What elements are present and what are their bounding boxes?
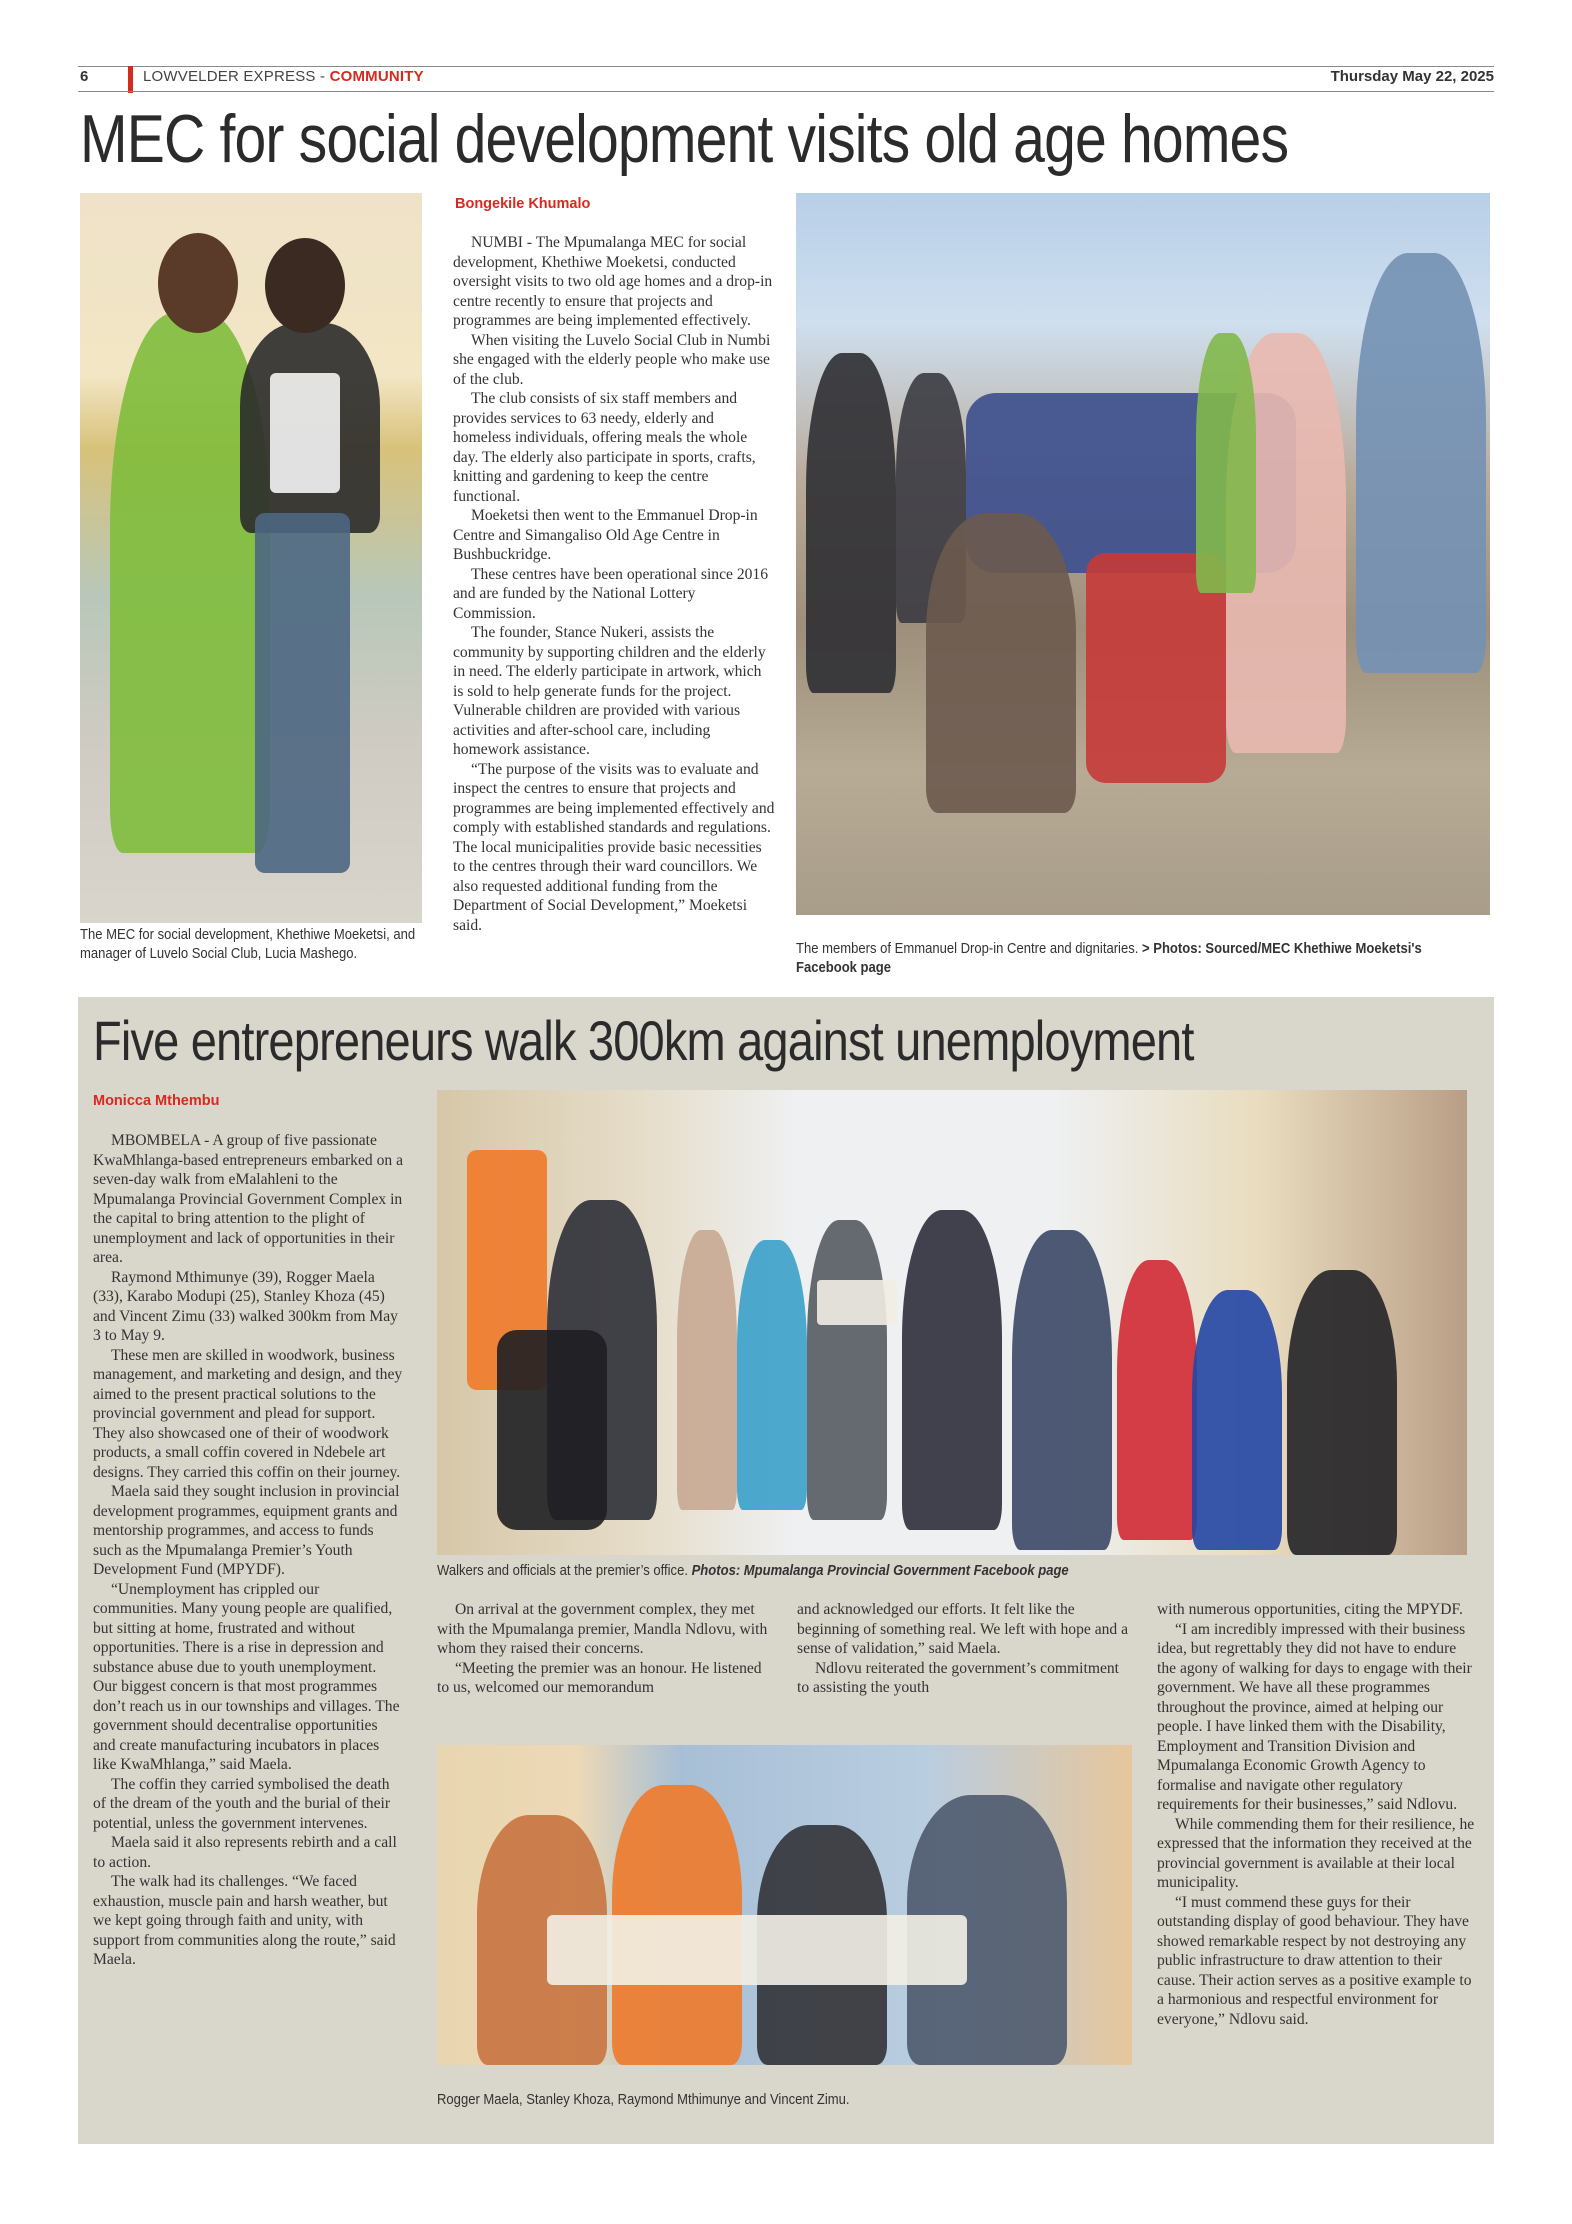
section-name: COMMUNITY bbox=[329, 68, 424, 85]
paragraph: The club consists of six staff members and provides services to 63 needy, elderly and homeless individuals, offering meals the whole day. The elderly also participate in sports, crafts, knitting and gardening to keep the centre functional. bbox=[453, 390, 756, 505]
figure-green-dress bbox=[1196, 333, 1256, 593]
paragraph: Ndlovu reiterated the government’s commitment to assisting the youth bbox=[797, 1659, 1119, 1696]
figure-suit bbox=[806, 353, 896, 693]
figure-blue-shirt-man bbox=[1356, 253, 1486, 673]
figure-red-jacket bbox=[1117, 1260, 1197, 1540]
article2-body-right bbox=[1157, 1600, 1477, 2029]
header-rule-bottom bbox=[78, 91, 1494, 92]
photo-emmanuel-dropin-group bbox=[796, 193, 1490, 915]
paragraph-continued: and acknowledged our efforts. It felt like the beginning of something real. We left with hope and a sense of validation,” said Maela. bbox=[797, 1601, 1129, 1657]
paragraph: “Meeting the premier was an honour. He listened to us, welcomed our memorandum bbox=[437, 1659, 762, 1696]
figure bbox=[677, 1230, 737, 1510]
paragraph: The walk had its challenges. “We faced exhaustion, muscle pain and harsh weather, but we kept going through faith and unity, with support from communities along the route,” said Maela. bbox=[93, 1873, 396, 1968]
paragraph: The founder, Stance Nukeri, assists the community by supporting children and the elderly in need. The elderly participate in artwork, which is sold to help generate funds for the project. Vulnerable children are provided with various activities and after-school care, including homework assistance. bbox=[453, 624, 766, 758]
figure-head bbox=[158, 233, 238, 333]
coffin-artwork bbox=[547, 1915, 967, 1985]
photo-credit: > Photos: Sourced/MEC Khethiwe Moeketsi's Facebook page bbox=[796, 941, 1422, 976]
paragraph: Maela said it also represents rebirth and a call to action. bbox=[93, 1834, 397, 1871]
paragraph: “The purpose of the visits was to evaluate and inspect the centres to ensure that projects and programmes are being implemented effectively and comply with established standards and regulations. The local municipalities provide basic necessities to the centres through their ward councillors. We also requested additional funding from the Department of Social Development,” Moeketsi said. bbox=[453, 760, 775, 934]
paragraph: The coffin they carried symbolised the death of the dream of the youth and the burial of their potential, unless the government intervenes. bbox=[93, 1775, 391, 1832]
caption-text: Walkers and officials at the premier’s office. bbox=[437, 1563, 688, 1579]
issue-date: Thursday May 22, 2025 bbox=[1330, 68, 1494, 85]
paragraph: “Unemployment has crippled our communities. Many young people are qualified, but sitting at home, frustrated and without opportunities. There is a rise in depression and substance abuse due to youth unemployment. Our biggest concern is that most programmes don’t reach us in our townships and villages. The government should decentralise opportunities and create manufacturing incubators in places like KwaMhlanga,” said Maela. bbox=[93, 1580, 400, 1773]
article1-byline: Bongekile Khumalo bbox=[455, 196, 591, 212]
article2-body-mid2 bbox=[797, 1600, 1130, 1698]
photo-credit: Photos: Mpumalanga Provincial Government Facebook page bbox=[691, 1563, 1069, 1579]
article1-headline: MEC for social development visits old age homes bbox=[80, 101, 1289, 177]
figure-white-shirt bbox=[270, 373, 340, 493]
paragraph: These men are skilled in woodwork, business management, and marketing and design, and they aimed to the present practical solutions to the provincial government and plead for support. They also showcased one of their of woodwork products, a small coffin covered in Ndebele art designs. They carried this coffin on their journey. bbox=[93, 1346, 403, 1481]
paragraph: NUMBI - The Mpumalanga MEC for social development, Khethiwe Moeketsi, conducted oversight visits to two old age homes and a drop-in centre recently to ensure that projects and programmes are being implemented effectively. bbox=[453, 234, 773, 329]
figure-suit bbox=[902, 1210, 1002, 1530]
article1-body bbox=[453, 233, 775, 935]
article2-headline: Five entrepreneurs walk 300km against unemployment bbox=[93, 1009, 1194, 1072]
paragraph: Maela said they sought inclusion in provincial development programmes, equipment grants and mentorship programmes, and access to funds such as the Mpumalanga Premier’s Youth Development Fund (MPYDF). bbox=[93, 1483, 400, 1578]
paragraph: MBOMBELA - A group of five passionate KwaMhlanga-based entrepreneurs embarked on a seven-day walk from eMalahleni to the Mpumalanga Provincial Government Complex in the capital to bring attention to the plight of unemployment and lack of opportunities in their area. bbox=[93, 1132, 404, 1266]
article2-byline: Monicca Mthembu bbox=[93, 1093, 220, 1109]
photo-left-caption: The MEC for social development, Khethiwe Moeketsi, and manager of Luvelo Social Club, Lucia Mashego. bbox=[80, 927, 416, 962]
paragraph: These centres have been operational since 2016 and are funded by the National Lottery Commission. bbox=[453, 565, 769, 622]
figure-brown-top bbox=[926, 513, 1076, 813]
figure-wheelchair-user bbox=[497, 1330, 607, 1530]
publication-name: LOWVELDER EXPRESS bbox=[143, 68, 316, 85]
figure-head bbox=[265, 238, 345, 333]
figure-jeans bbox=[255, 513, 350, 873]
paragraph: When visiting the Luvelo Social Club in Numbi she engaged with the elderly people who make use of the club. bbox=[453, 331, 771, 388]
paragraph-continued: with numerous opportunities, citing the MPYDF. bbox=[1157, 1601, 1463, 1618]
header-separator: - bbox=[315, 68, 330, 85]
photo-walkers-and-officials bbox=[437, 1090, 1467, 1555]
figure-black-suit bbox=[1287, 1270, 1397, 1555]
figure-blue-jacket bbox=[1192, 1290, 1282, 1550]
article2-body-mid1 bbox=[437, 1600, 770, 1698]
page-number: 6 bbox=[80, 68, 89, 85]
coffin-artwork bbox=[817, 1280, 897, 1325]
header-accent-bar bbox=[128, 66, 133, 93]
paragraph: “I am incredibly impressed with their business idea, but regrettably they did not have to endure the agony of walking for days to engage with their government. We have all these programmes throughout the province, aimed at helping our people. I have linked them with the Disability, Employment and Transition Division and Mpumalanga Economic Growth Agency to formalise and navigate other regulatory requirements for their businesses,” said Ndlovu. bbox=[1157, 1620, 1472, 1813]
header-rule-top bbox=[78, 66, 1494, 67]
photo-right-caption bbox=[796, 940, 1480, 978]
photo-mec-and-manager bbox=[80, 193, 422, 923]
article2-body-left bbox=[93, 1131, 403, 1970]
figure-grey-jacket bbox=[807, 1220, 887, 1520]
photo-bottom-caption: Rogger Maela, Stanley Khoza, Raymond Mthimunye and Vincent Zimu. bbox=[437, 2092, 850, 2108]
publication-header bbox=[143, 68, 424, 85]
paragraph: “I must commend these guys for their outstanding display of good behaviour. They have showed remarkable respect by not destroying any public infrastructure to draw attention to their cause. Their action serves as a positive example to a harmonious and respectful environment for everyone,” Ndlovu said. bbox=[1157, 1893, 1472, 2028]
caption-text: The members of Emmanuel Drop-in Centre and dignitaries. bbox=[796, 941, 1139, 957]
paragraph: Raymond Mthimunye (39), Rogger Maela (33), Karabo Modupi (25), Stanley Khoza (45) and Vincent Zimu (33) walked 300km from May 3 to May 9. bbox=[93, 1268, 398, 1344]
paragraph: Moeketsi then went to the Emmanuel Drop-in Centre and Simangaliso Old Age Centre in Bushbuckridge. bbox=[453, 507, 758, 563]
figure-blue-shirt bbox=[737, 1240, 807, 1510]
photo-four-walkers-with-coffin bbox=[437, 1745, 1132, 2065]
paragraph: On arrival at the government complex, they met with the Mpumalanga premier, Mandla Ndlovu, with whom they raised their concerns. bbox=[437, 1601, 768, 1657]
photo-top-caption bbox=[437, 1562, 1427, 1581]
paragraph: While commending them for their resilience, he expressed that the information they received at the provincial government is available at their local municipality. bbox=[1157, 1815, 1475, 1891]
figure-suit bbox=[1012, 1230, 1112, 1550]
